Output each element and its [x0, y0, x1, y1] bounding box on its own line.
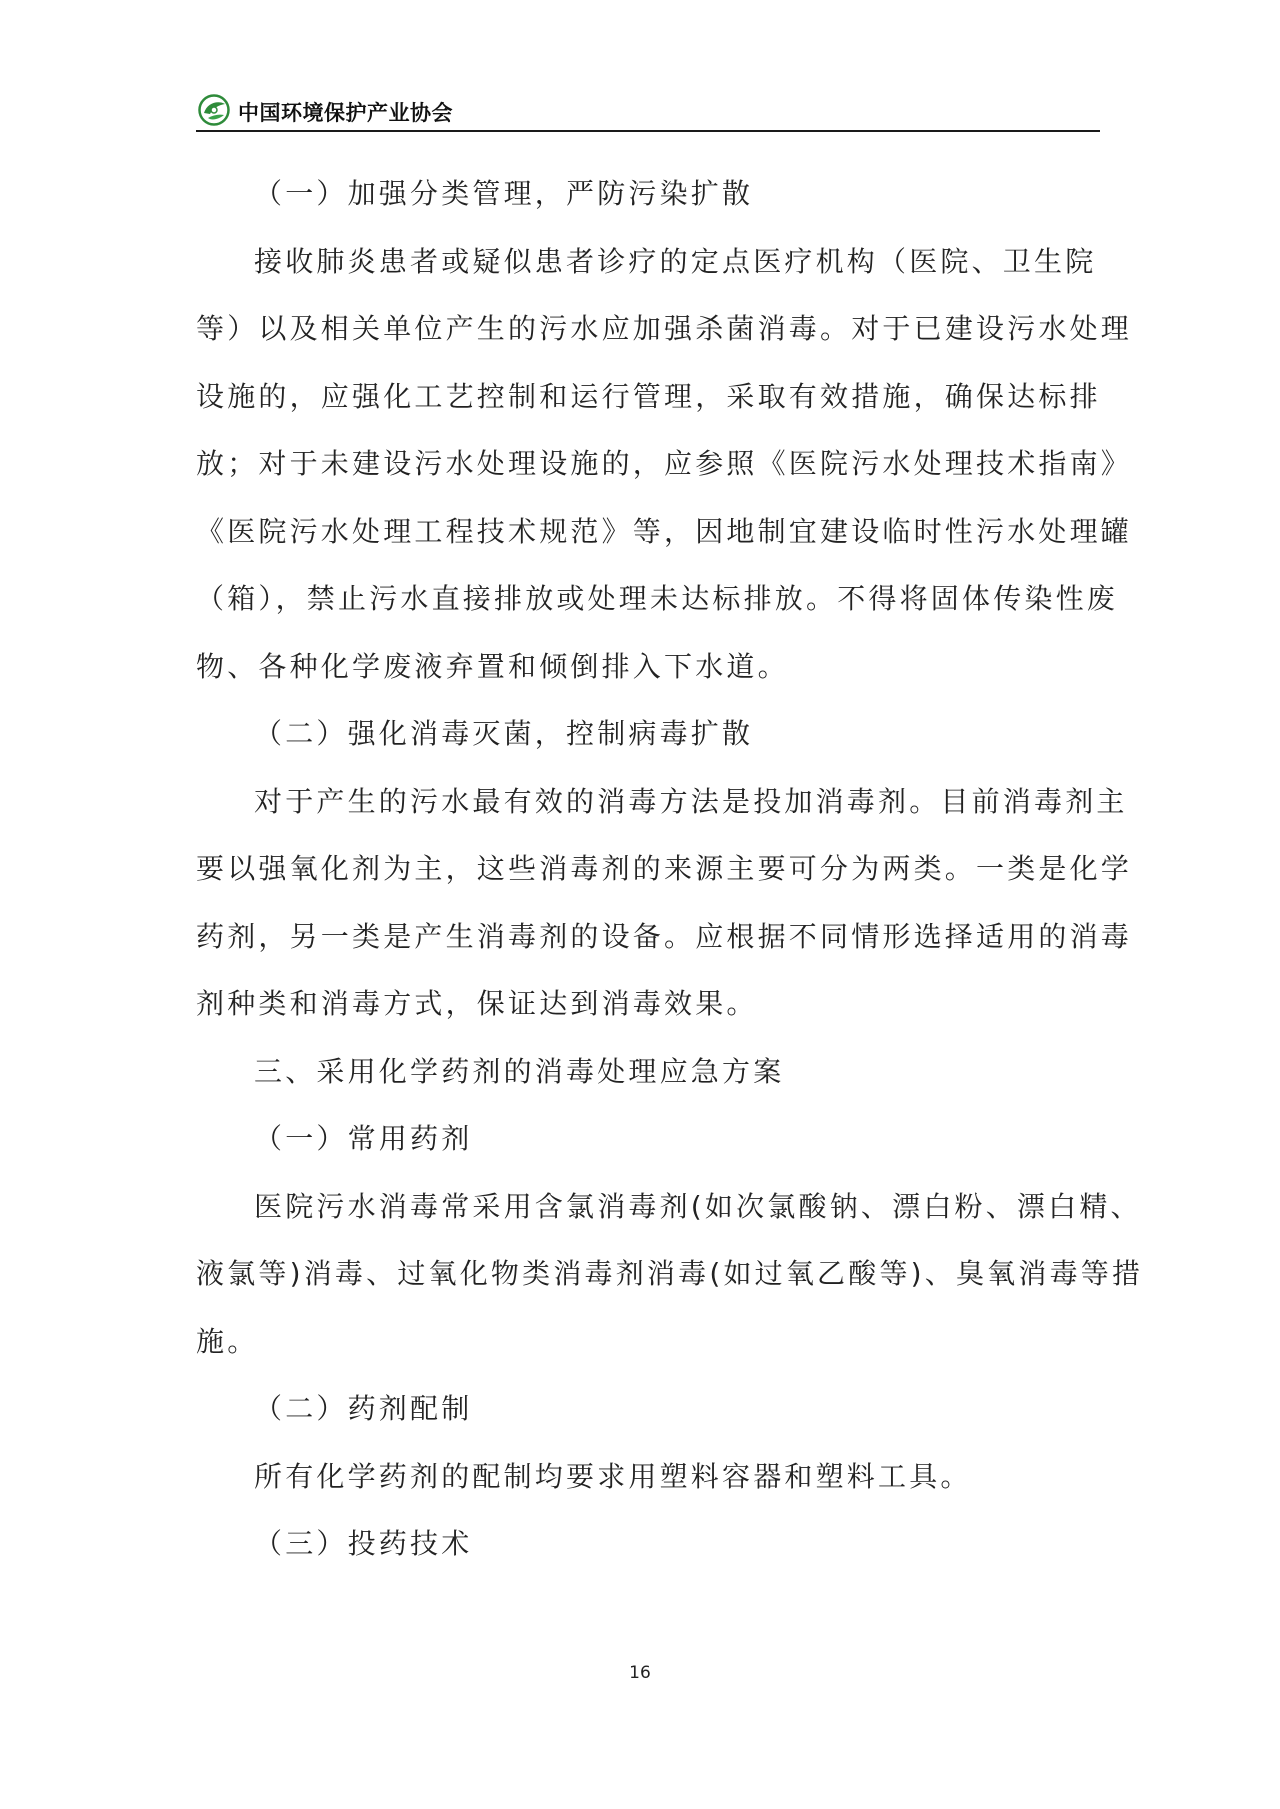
- paragraph-line: 《医院污水处理工程技术规范》等，因地制宜建设临时性污水处理罐: [196, 514, 1133, 548]
- org-name: 中国环境保护产业协会: [238, 101, 453, 125]
- section-heading-2: （二）强化消毒灭菌，控制病毒扩散: [254, 717, 754, 750]
- chapter-heading-3: 三、采用化学药剂的消毒处理应急方案: [254, 1054, 785, 1088]
- page-number: 16: [629, 1663, 651, 1683]
- section-heading-1: （一）加强分类管理，严防污染扩散: [254, 177, 754, 210]
- paragraph-line: （箱），禁止污水直接排放或处理未达标排放。不得将固体传染性废: [196, 582, 1119, 615]
- paragraph-line: 所有化学药剂的配制均要求用塑料容器和塑料工具。: [254, 1459, 972, 1493]
- paragraph-line: 对于产生的污水最有效的消毒方法是投加消毒剂。目前消毒剂主: [254, 784, 1128, 818]
- paragraph-line: 要以强氧化剂为主，这些消毒剂的来源主要可分为两类。一类是化学: [196, 852, 1133, 885]
- document-body: [196, 160, 1144, 1578]
- subsection-heading-1: （一）常用药剂: [254, 1122, 473, 1155]
- association-logo-icon: [198, 94, 230, 126]
- paragraph-line: 施。: [196, 1324, 259, 1358]
- subsection-heading-3: （三）投药技术: [254, 1527, 473, 1560]
- paragraph-line: 设施的，应强化工艺控制和运行管理，采取有效措施，确保达标排: [196, 379, 1101, 413]
- paragraph-line: 医院污水消毒常采用含氯消毒剂(如次氯酸钠、漂白粉、漂白精、: [254, 1189, 1142, 1223]
- paragraph-line: 放；对于未建设污水处理设施的，应参照《医院污水处理技术指南》: [196, 447, 1133, 480]
- paragraph-line: 接收肺炎患者或疑似患者诊疗的定点医疗机构（医院、卫生院: [254, 244, 1097, 278]
- subsection-heading-2: （二）药剂配制: [254, 1392, 473, 1425]
- paragraph-line: 液氯等)消毒、过氧化物类消毒剂消毒(如过氧乙酸等)、臭氧消毒等措: [196, 1257, 1144, 1290]
- paragraph-line: 药剂，另一类是产生消毒剂的设备。应根据不同情形选择适用的消毒: [196, 919, 1133, 953]
- paragraph-line: 物、各种化学废液弃置和倾倒排入下水道。: [196, 649, 789, 683]
- paragraph-line: 剂种类和消毒方式，保证达到消毒效果。: [196, 987, 758, 1020]
- paragraph-line: 等）以及相关单位产生的污水应加强杀菌消毒。对于已建设污水处理: [196, 312, 1133, 345]
- page-header: [196, 94, 1100, 132]
